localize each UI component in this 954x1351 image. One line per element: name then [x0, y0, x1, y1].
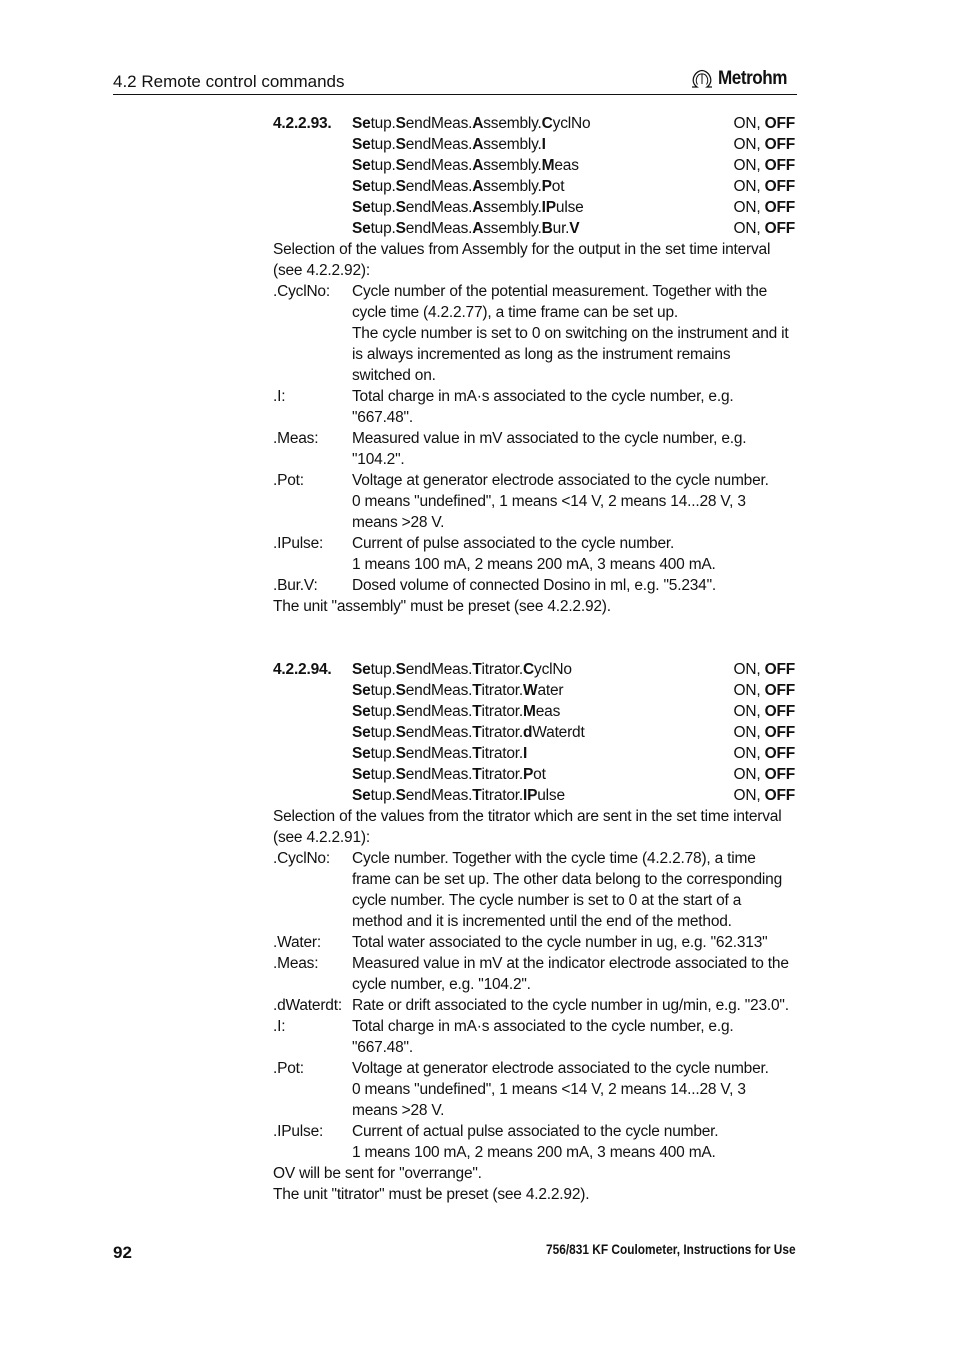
command-rest: itrator.: [481, 661, 524, 678]
command-row: [273, 680, 797, 701]
paragraph-line: Selection of the values from Assembly for the output in the set time interval: [273, 241, 771, 258]
command-rest: itrator.: [481, 787, 524, 804]
command-rest: endMeas.: [405, 136, 473, 153]
option-off-default: OFF: [764, 115, 795, 132]
command-rest: ater: [537, 682, 564, 699]
command-abbrev: A: [472, 199, 484, 216]
description-line: means >28 V.: [352, 514, 445, 531]
description-line: 1 means 100 mA, 2 means 200 mA, 3 means 400 mA.: [352, 556, 716, 573]
command-options: [734, 722, 795, 743]
command-abbrev: Se: [352, 703, 371, 720]
command-rest: tup.: [370, 724, 396, 741]
command-section: [273, 659, 797, 1205]
definition-item: [273, 575, 797, 596]
definition-term: .CyclNo:: [273, 850, 330, 867]
command-abbrev: M: [541, 157, 555, 174]
command-rest: tup.: [370, 220, 396, 237]
command-rest: endMeas.: [405, 661, 473, 678]
command-rest: tup.: [370, 136, 396, 153]
definition-term: .I:: [273, 388, 286, 405]
definition-description: [352, 428, 797, 470]
option-off-default: OFF: [764, 178, 795, 195]
page-header: [113, 66, 797, 95]
description-line: 1 means 100 mA, 2 means 200 mA, 3 means 400 mA.: [352, 1144, 716, 1161]
description-line: Cycle number of the potential measurement. Together with the: [352, 283, 768, 300]
command-name: [352, 722, 585, 743]
description-line: means >28 V.: [352, 1102, 445, 1119]
command-abbrev: Se: [352, 745, 371, 762]
command-name: [352, 155, 579, 176]
command-abbrev: S: [395, 178, 406, 195]
definition-term: .Pot:: [273, 472, 304, 489]
description-line: method and it is incremented until the end of the method.: [352, 913, 732, 930]
header-title: 4.2 Remote control commands: [113, 72, 345, 91]
definition-term: .CyclNo:: [273, 283, 330, 300]
option-off-default: OFF: [764, 703, 795, 720]
option-on: ON,: [733, 157, 765, 174]
description-line: 0 means "undefined", 1 means <14 V, 2 means 14...28 V, 3: [352, 1081, 746, 1098]
option-off-default: OFF: [764, 682, 795, 699]
command-options: [734, 197, 795, 218]
command-abbrev: Se: [352, 661, 371, 678]
command-abbrev: T: [472, 682, 482, 699]
command-abbrev: S: [395, 703, 406, 720]
command-abbrev: A: [472, 115, 484, 132]
page-number: 92: [113, 1243, 132, 1262]
description-line: Current of pulse associated to the cycle number.: [352, 535, 675, 552]
command-abbrev: Se: [352, 220, 371, 237]
command-rest: itrator.: [481, 724, 524, 741]
command-row: [273, 722, 797, 743]
command-abbrev: S: [395, 199, 406, 216]
command-rest: itrator.: [481, 682, 524, 699]
command-abbrev: d: [523, 724, 533, 741]
command-abbrev: V: [569, 220, 580, 237]
command-name: [352, 743, 527, 764]
option-on: ON,: [733, 220, 765, 237]
option-on: ON,: [733, 724, 765, 741]
command-name: [352, 701, 560, 722]
definition-description: [352, 470, 797, 533]
definition-term: .IPulse:: [273, 535, 324, 552]
command-rest: ot: [551, 178, 565, 195]
command-rest: tup.: [370, 745, 396, 762]
command-abbrev: T: [472, 745, 482, 762]
command-abbrev: I: [523, 745, 528, 762]
paragraph: [273, 596, 797, 617]
option-on: ON,: [733, 787, 765, 804]
command-row: [273, 176, 797, 197]
definition-description: [352, 575, 797, 596]
paragraph: [273, 239, 797, 281]
command-row: [273, 155, 797, 176]
document-title: 756/831 KF Coulometer, Instructions for Use: [546, 1242, 796, 1257]
command-options: [734, 680, 795, 701]
command-row: [273, 785, 797, 806]
option-on: ON,: [733, 682, 765, 699]
command-abbrev: Se: [352, 682, 371, 699]
command-abbrev: C: [541, 115, 553, 132]
command-abbrev: Se: [352, 199, 371, 216]
definition-term: .Meas:: [273, 955, 319, 972]
description-line: frame can be set up. The other data belong to the corresponding: [352, 871, 783, 888]
description-line: Dosed volume of connected Dosino in ml, e.g. "5.234".: [352, 577, 717, 594]
definition-term: .Bur.V:: [273, 577, 318, 594]
command-abbrev: Se: [352, 157, 371, 174]
command-abbrev: P: [523, 766, 534, 783]
definition-description: [352, 848, 797, 932]
command-rest: yclNo: [552, 115, 591, 132]
definition-term: .Meas:: [273, 430, 319, 447]
command-abbrev: Se: [352, 766, 371, 783]
command-options: [734, 176, 795, 197]
command-options: [734, 659, 795, 680]
definition-item: [273, 1058, 797, 1121]
command-rest: endMeas.: [405, 724, 473, 741]
command-abbrev: S: [395, 661, 406, 678]
command-abbrev: A: [472, 220, 484, 237]
command-abbrev: Se: [352, 724, 371, 741]
definition-item: [273, 932, 797, 953]
command-abbrev: Se: [352, 136, 371, 153]
command-options: [734, 764, 795, 785]
description-line: Total charge in mA·s associated to the cycle number, e.g.: [352, 1018, 734, 1035]
definition-description: [352, 1058, 797, 1121]
command-row: [273, 701, 797, 722]
command-abbrev: I: [541, 136, 546, 153]
command-row: [273, 743, 797, 764]
command-name: [352, 659, 572, 680]
definition-description: [352, 1121, 797, 1163]
command-abbrev: A: [472, 136, 484, 153]
option-off-default: OFF: [764, 199, 795, 216]
command-rest: tup.: [370, 178, 396, 195]
command-options: [734, 785, 795, 806]
command-rest: endMeas.: [405, 220, 473, 237]
command-rest: ssembly.: [483, 220, 542, 237]
command-rest: Waterdt: [532, 724, 585, 741]
command-name: [352, 176, 564, 197]
description-line: "104.2".: [352, 451, 405, 468]
command-abbrev: T: [472, 703, 482, 720]
description-line: Cycle number. Together with the cycle time (4.2.2.78), a time: [352, 850, 756, 867]
command-rest: yclNo: [534, 661, 572, 678]
command-rest: ot: [533, 766, 546, 783]
definition-description: [352, 953, 797, 995]
definition-item: [273, 953, 797, 995]
command-name: [352, 113, 590, 134]
option-off-default: OFF: [764, 136, 795, 153]
option-off-default: OFF: [764, 220, 795, 237]
command-abbrev: Se: [352, 178, 371, 195]
description-line: Voltage at generator electrode associated to the cycle number.: [352, 1060, 769, 1077]
command-rest: tup.: [370, 661, 396, 678]
command-section: [273, 113, 797, 617]
definition-item: [273, 281, 797, 386]
option-off-default: OFF: [764, 766, 795, 783]
option-off-default: OFF: [764, 661, 795, 678]
command-rest: tup.: [370, 682, 396, 699]
command-name: [352, 785, 565, 806]
section-number: 4.2.2.93.: [273, 115, 332, 132]
command-row: [273, 134, 797, 155]
definition-description: [352, 932, 797, 953]
command-abbrev: M: [523, 703, 536, 720]
command-abbrev: S: [395, 745, 406, 762]
description-line: "667.48".: [352, 1039, 413, 1056]
section-number: 4.2.2.94.: [273, 661, 332, 678]
definition-term: .Pot:: [273, 1060, 304, 1077]
command-rest: endMeas.: [405, 178, 473, 195]
definition-item: [273, 386, 797, 428]
command-abbrev: T: [472, 787, 482, 804]
command-abbrev: W: [523, 682, 538, 699]
command-row: [273, 764, 797, 785]
definition-term: .Water:: [273, 934, 321, 951]
command-rest: endMeas.: [405, 703, 473, 720]
option-on: ON,: [733, 661, 765, 678]
metrohm-logo: [690, 68, 795, 90]
command-abbrev: Se: [352, 787, 371, 804]
command-abbrev: Se: [352, 115, 371, 132]
description-line: Total water associated to the cycle number in ug, e.g. "62.313": [352, 934, 768, 951]
command-abbrev: T: [472, 724, 482, 741]
description-line: Voltage at generator electrode associated to the cycle number.: [352, 472, 769, 489]
command-abbrev: A: [472, 157, 484, 174]
command-abbrev: T: [472, 661, 482, 678]
paragraph: [273, 1163, 797, 1205]
command-abbrev: S: [395, 766, 406, 783]
option-on: ON,: [733, 115, 765, 132]
command-rest: endMeas.: [405, 157, 473, 174]
command-rest: tup.: [370, 115, 396, 132]
description-line: switched on.: [352, 367, 436, 384]
command-abbrev: IP: [541, 199, 556, 216]
command-rest: ssembly.: [483, 157, 542, 174]
option-off-default: OFF: [764, 157, 795, 174]
command-rest: ssembly.: [483, 136, 542, 153]
description-line: cycle number, e.g. "104.2".: [352, 976, 531, 993]
description-line: Current of actual pulse associated to the cycle number.: [352, 1123, 719, 1140]
command-options: [734, 134, 795, 155]
command-row: [273, 197, 797, 218]
command-rest: endMeas.: [405, 199, 473, 216]
option-on: ON,: [733, 766, 765, 783]
definition-item: [273, 470, 797, 533]
definition-item: [273, 995, 797, 1016]
paragraph-line: OV will be sent for "overrange".: [273, 1165, 482, 1182]
command-abbrev: S: [395, 136, 406, 153]
logo-text: Metrohm: [718, 68, 788, 89]
command-rest: eas: [535, 703, 561, 720]
description-line: 0 means "undefined", 1 means <14 V, 2 means 14...28 V, 3: [352, 493, 746, 510]
command-rest: tup.: [370, 157, 396, 174]
command-rest: ssembly.: [483, 178, 542, 195]
definition-item: [273, 1016, 797, 1058]
option-on: ON,: [733, 178, 765, 195]
command-row: [273, 218, 797, 239]
command-abbrev: S: [395, 724, 406, 741]
command-options: [734, 113, 795, 134]
paragraph: [273, 806, 797, 848]
description-line: Measured value in mV associated to the cycle number, e.g.: [352, 430, 747, 447]
definition-item: [273, 1121, 797, 1163]
command-rest: ulse: [537, 787, 565, 804]
command-options: [734, 218, 795, 239]
paragraph-line: The unit "titrator" must be preset (see 4.2.2.92).: [273, 1186, 590, 1203]
option-off-default: OFF: [764, 787, 795, 804]
definition-description: [352, 533, 797, 575]
command-abbrev: P: [541, 178, 552, 195]
option-off-default: OFF: [764, 745, 795, 762]
definition-item: [273, 533, 797, 575]
command-rest: ssembly.: [483, 199, 542, 216]
command-rest: itrator.: [481, 745, 524, 762]
omega-logo-icon: [690, 69, 714, 89]
option-on: ON,: [733, 136, 765, 153]
command-abbrev: A: [472, 178, 484, 195]
paragraph-line: (see 4.2.2.91):: [273, 829, 370, 846]
command-name: [352, 134, 546, 155]
paragraph-line: (see 4.2.2.92):: [273, 262, 370, 279]
definition-item: [273, 848, 797, 932]
description-line: The cycle number is set to 0 on switching on the instrument and it: [352, 325, 789, 342]
description-line: cycle number. The cycle number is set to 0 at the start of a: [352, 892, 742, 909]
command-rest: ur.: [552, 220, 570, 237]
command-rest: eas: [554, 157, 579, 174]
command-options: [734, 743, 795, 764]
command-abbrev: C: [523, 661, 535, 678]
command-rest: tup.: [370, 703, 396, 720]
command-name: [352, 764, 546, 785]
command-options: [734, 701, 795, 722]
description-line: Measured value in mV at the indicator electrode associated to the: [352, 955, 789, 972]
description-line: "667.48".: [352, 409, 413, 426]
command-rest: itrator.: [481, 703, 524, 720]
command-rest: endMeas.: [405, 682, 473, 699]
definition-term: .dWaterdt:: [273, 997, 342, 1014]
command-abbrev: S: [395, 220, 406, 237]
command-abbrev: S: [395, 682, 406, 699]
command-abbrev: IP: [523, 787, 538, 804]
option-on: ON,: [733, 745, 765, 762]
definition-term: .I:: [273, 1018, 286, 1035]
command-options: [734, 155, 795, 176]
description-line: Total charge in mA·s associated to the cycle number, e.g.: [352, 388, 734, 405]
paragraph-line: The unit "assembly" must be preset (see 4.2.2.92).: [273, 598, 611, 615]
command-abbrev: T: [472, 766, 482, 783]
command-name: [352, 218, 579, 239]
page-content: [273, 113, 797, 1205]
command-rest: endMeas.: [405, 766, 473, 783]
option-on: ON,: [733, 199, 765, 216]
command-rest: tup.: [370, 199, 396, 216]
definition-description: [352, 995, 797, 1016]
command-rest: endMeas.: [405, 787, 473, 804]
description-line: cycle time (4.2.2.77), a time frame can be set up.: [352, 304, 678, 321]
command-rest: itrator.: [481, 766, 524, 783]
definition-term: .IPulse:: [273, 1123, 324, 1140]
command-name: [352, 197, 584, 218]
definition-description: [352, 386, 797, 428]
definition-description: [352, 1016, 797, 1058]
option-off-default: OFF: [764, 724, 795, 741]
command-rest: ulse: [555, 199, 584, 216]
command-rest: endMeas.: [405, 745, 473, 762]
command-abbrev: S: [395, 787, 406, 804]
command-abbrev: B: [541, 220, 553, 237]
command-rest: ssembly.: [483, 115, 542, 132]
option-on: ON,: [733, 703, 765, 720]
description-line: is always incremented as long as the instrument remains: [352, 346, 731, 363]
command-row: [273, 113, 797, 134]
command-rest: tup.: [370, 787, 396, 804]
command-row: [273, 659, 797, 680]
command-rest: tup.: [370, 766, 396, 783]
command-rest: endMeas.: [405, 115, 473, 132]
definition-item: [273, 428, 797, 470]
paragraph-line: Selection of the values from the titrator which are sent in the set time interval: [273, 808, 782, 825]
description-line: Rate or drift associated to the cycle number in ug/min, e.g. "23.0".: [352, 997, 789, 1014]
command-name: [352, 680, 563, 701]
command-abbrev: S: [395, 157, 406, 174]
command-abbrev: S: [395, 115, 406, 132]
definition-description: [352, 281, 797, 386]
